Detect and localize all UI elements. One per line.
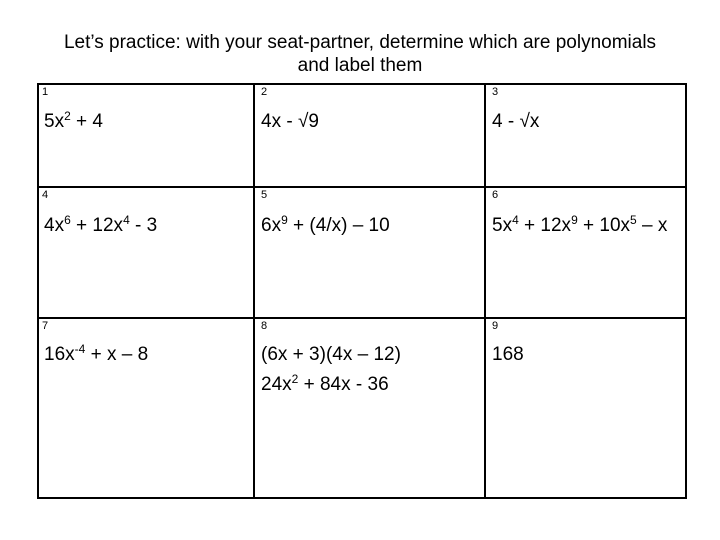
problem-number: 9: [492, 320, 499, 332]
exponent: -4: [74, 342, 86, 356]
problem-number: 3: [492, 86, 499, 98]
expression-text: - 3: [129, 215, 158, 236]
grid-divider: [253, 85, 255, 497]
problem-number: 7: [42, 320, 49, 332]
problem-expression: [492, 340, 524, 370]
grid-divider: [39, 186, 685, 188]
problem-expression: [261, 340, 401, 370]
exponent: 4: [512, 213, 519, 227]
slide-title: [20, 31, 700, 77]
problem-number: 6: [492, 189, 499, 201]
expression-text: 24x: [261, 374, 292, 395]
problem-expression-line-2: [261, 370, 389, 400]
grid-divider: [39, 317, 685, 319]
expression-text: 5x: [492, 215, 513, 236]
expression-text: 5x: [44, 111, 65, 132]
expression-text: + 12x: [518, 215, 572, 236]
problem-expression: [492, 211, 667, 241]
expression-text: + (4/x) – 10: [287, 215, 390, 236]
problem-grid: [37, 83, 687, 499]
expression-text: 4x - √9: [261, 111, 319, 132]
problem-number: 5: [261, 189, 268, 201]
expression-text: 168: [492, 344, 524, 365]
title-line-1: Let’s practice: with your seat-partner, determine which are polynomials: [63, 32, 657, 53]
exponent: 4: [123, 213, 130, 227]
grid-divider: [484, 85, 486, 497]
problem-expression: [492, 107, 539, 137]
problem-expression: [44, 340, 148, 370]
expression-text: + x – 8: [85, 344, 149, 365]
exponent: 6: [64, 213, 71, 227]
problem-number: 8: [261, 320, 268, 332]
expression-text: 4x: [44, 215, 65, 236]
expression-text: + 10x: [577, 215, 631, 236]
problem-number: 2: [261, 86, 268, 98]
problem-expression: [261, 107, 319, 137]
expression-text: + 4: [70, 111, 103, 132]
problem-number: 1: [42, 86, 49, 98]
problem-expression: [261, 211, 390, 241]
exponent: 9: [571, 213, 578, 227]
problem-expression: [44, 211, 157, 241]
exponent: 5: [630, 213, 637, 227]
expression-text: 16x: [44, 344, 75, 365]
expression-text: + 84x - 36: [298, 374, 389, 395]
exponent: 9: [281, 213, 288, 227]
problem-number: 4: [42, 189, 49, 201]
expression-text: – x: [636, 215, 668, 236]
exponent: 2: [291, 372, 299, 386]
expression-text: (6x + 3)(4x – 12): [261, 344, 401, 365]
expression-text: 4 - √x: [492, 111, 540, 132]
expression-text: 6x: [261, 215, 282, 236]
exponent: 2: [64, 109, 71, 123]
title-line-2: and label them: [297, 55, 423, 76]
problem-expression: [44, 107, 103, 137]
expression-text: + 12x: [70, 215, 124, 236]
